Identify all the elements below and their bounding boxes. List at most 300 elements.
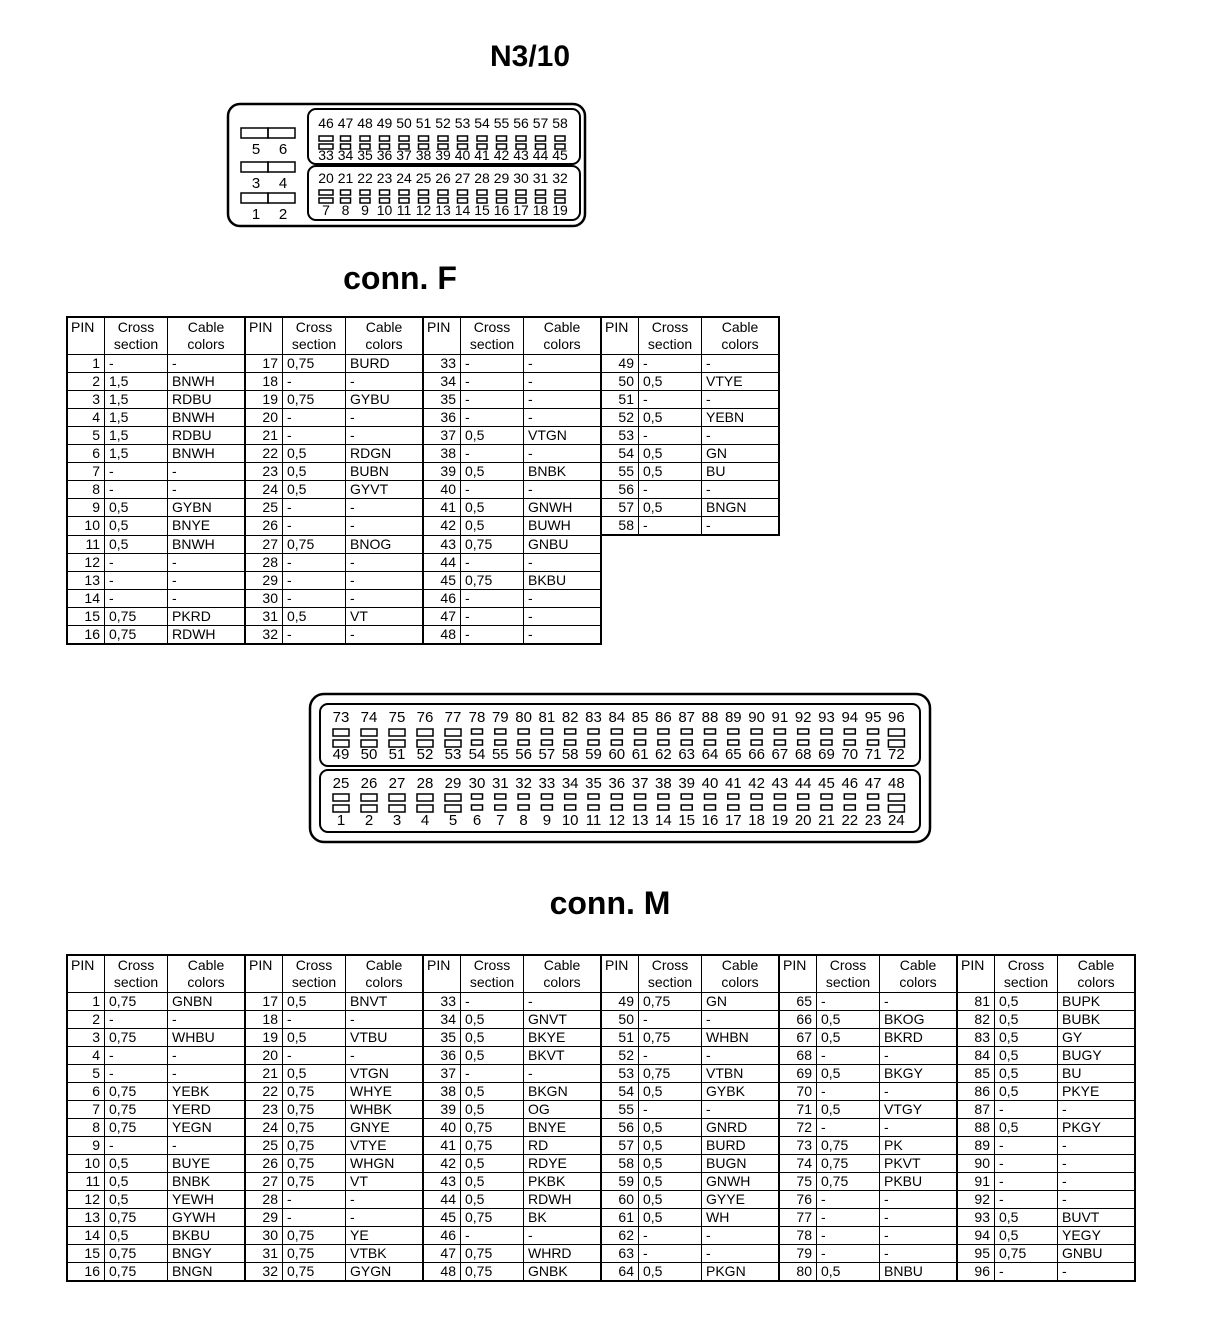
pin-number: 68 — [779, 1047, 817, 1065]
pin-label: 56 — [515, 746, 532, 763]
pin-number: 34 — [423, 1011, 461, 1029]
pin-slot — [541, 794, 552, 799]
pin-label: 50 — [360, 746, 378, 763]
pin-label: 34 — [337, 147, 354, 163]
cross-section: 0,5 — [105, 535, 168, 553]
pin-slot — [565, 740, 576, 745]
pin-slot — [518, 729, 529, 734]
pin-number: 54 — [601, 445, 639, 463]
pin-number: 17 — [245, 993, 283, 1011]
cross-section-header: Cross section — [283, 317, 346, 355]
cross-section: 0,5 — [461, 427, 524, 445]
empty-cell — [639, 589, 702, 607]
cable-color: - — [524, 589, 602, 607]
pin-slot — [658, 805, 669, 810]
pin-slot — [555, 198, 565, 203]
cross-section: 0,5 — [639, 445, 702, 463]
cross-section: 0,75 — [105, 625, 168, 644]
cross-section: 0,5 — [639, 373, 702, 391]
pin-number: 83 — [957, 1029, 995, 1047]
pin-label: 45 — [552, 147, 568, 163]
cross-section: - — [461, 589, 524, 607]
pin-slot — [565, 794, 576, 799]
cross-section: 0,5 — [817, 1029, 880, 1047]
pin-number: 24 — [245, 481, 283, 499]
cable-color: - — [880, 1209, 958, 1227]
pin-label: 55 — [491, 746, 509, 763]
pin-label: 45 — [818, 775, 835, 792]
cross-section: 0,5 — [461, 463, 524, 481]
pin-slot — [497, 136, 507, 141]
cross-section: 0,5 — [639, 499, 702, 517]
cross-section: 0,5 — [817, 1101, 880, 1119]
pin-label: 69 — [818, 746, 835, 763]
pin-slot — [588, 805, 599, 810]
cable-color: BUBN — [346, 463, 424, 481]
cable-colors-header: Cable colors — [524, 317, 602, 355]
cross-section: - — [461, 409, 524, 427]
pin-label: 58 — [552, 115, 568, 131]
pin-number: 51 — [601, 1029, 639, 1047]
pin-slot — [472, 740, 483, 745]
cable-color: - — [702, 1011, 780, 1029]
pin-slot — [798, 729, 809, 734]
cable-color: PKBK — [524, 1173, 602, 1191]
cable-colors-header: Cable colors — [346, 317, 424, 355]
pin-slot — [361, 805, 377, 812]
cross-section: - — [105, 1047, 168, 1065]
pin-number: 37 — [423, 1065, 461, 1083]
pin-label: 54 — [474, 115, 490, 131]
cable-color: BNBK — [524, 463, 602, 481]
pin-slot — [821, 805, 832, 810]
pin-number: 90 — [957, 1155, 995, 1173]
pin-slot — [477, 136, 487, 141]
cross-section: - — [639, 391, 702, 409]
pin-label: 5 — [448, 812, 458, 829]
pin-slot — [611, 794, 622, 799]
cable-color: VTBK — [346, 1245, 424, 1263]
pin-slot — [611, 740, 622, 745]
pin-label: 2 — [364, 812, 374, 829]
pin-label: 42 — [493, 147, 510, 163]
cable-color: VTYE — [346, 1137, 424, 1155]
pin-label: 77 — [444, 709, 462, 726]
pin-label: 8 — [341, 202, 350, 218]
pin-label: 14 — [655, 812, 672, 829]
cross-section: 0,5 — [461, 517, 524, 536]
pin-number: 46 — [423, 589, 461, 607]
pin-number: 26 — [245, 1155, 283, 1173]
pin-slot — [868, 794, 879, 799]
pin-number: 57 — [601, 499, 639, 517]
cross-section: - — [995, 1191, 1058, 1209]
cross-section: 0,75 — [105, 1263, 168, 1282]
cable-color: VTGY — [880, 1101, 958, 1119]
pin-label: 43 — [771, 775, 789, 792]
cable-color: - — [880, 1047, 958, 1065]
pin-label: 66 — [748, 746, 765, 763]
pin-label: 49 — [332, 746, 350, 763]
pin-number: 39 — [423, 463, 461, 481]
empty-cell — [639, 553, 702, 571]
table-row — [67, 1101, 1135, 1119]
pin-slot — [681, 729, 692, 734]
cable-color: VT — [346, 607, 424, 625]
cable-color: - — [524, 481, 602, 499]
empty-cell — [601, 535, 639, 553]
cable-color: BURD — [346, 355, 424, 373]
pin-slot — [497, 198, 507, 203]
cross-section: - — [995, 1155, 1058, 1173]
cable-color: RDYE — [524, 1155, 602, 1173]
pin-number: 76 — [779, 1191, 817, 1209]
cable-color: BKGY — [880, 1065, 958, 1083]
pin-header: PIN — [67, 955, 105, 993]
cross-section: 0,5 — [995, 1209, 1058, 1227]
pin-slot — [635, 794, 646, 799]
cable-color: BNBU — [880, 1263, 958, 1282]
pin-label: 46 — [841, 775, 859, 792]
cable-color: - — [702, 517, 780, 536]
cable-color: BNGY — [168, 1245, 246, 1263]
pin-number: 14 — [67, 589, 105, 607]
pin-label: 82 — [561, 709, 579, 726]
pin-label: 56 — [513, 115, 529, 131]
pin-slot — [319, 136, 333, 141]
cross-section: - — [639, 1047, 702, 1065]
pin-label: 37 — [396, 147, 412, 163]
pin-label: 29 — [444, 775, 462, 792]
cable-color: BKYE — [524, 1029, 602, 1047]
pin-number: 53 — [601, 1065, 639, 1083]
cable-color: - — [1058, 1173, 1136, 1191]
cable-color: PKGN — [702, 1263, 780, 1282]
pin-slot — [705, 794, 716, 799]
pin-number: 7 — [67, 1101, 105, 1119]
header-row — [67, 317, 779, 355]
cross-section: 0,5 — [639, 1209, 702, 1227]
pin-label: 36 — [608, 775, 626, 792]
cable-color: - — [524, 553, 602, 571]
cross-section: 0,75 — [105, 607, 168, 625]
pin-number: 45 — [423, 571, 461, 589]
cross-section: - — [283, 1191, 346, 1209]
pin-number: 9 — [67, 1137, 105, 1155]
empty-cell — [702, 535, 780, 553]
cable-color: GNWH — [524, 499, 602, 517]
pin-slot — [518, 740, 529, 745]
pin-slot — [541, 729, 552, 734]
pin-label: 11 — [585, 812, 602, 829]
pin-slot — [445, 805, 461, 812]
pin-label: 1 — [251, 206, 261, 223]
cross-section: 0,5 — [461, 1083, 524, 1101]
cross-section: 0,75 — [639, 1029, 702, 1047]
pin-number: 17 — [245, 355, 283, 373]
pin-number: 32 — [245, 625, 283, 644]
pin-number: 89 — [957, 1137, 995, 1155]
pin-label: 73 — [332, 709, 350, 726]
cross-section: 0,75 — [461, 1119, 524, 1137]
pin-number: 9 — [67, 499, 105, 517]
cable-color: RD — [524, 1137, 602, 1155]
pin-slot — [389, 729, 405, 736]
table-row — [67, 1065, 1135, 1083]
pin-label: 7 — [496, 812, 505, 829]
pin-number: 16 — [67, 625, 105, 644]
cross-section: - — [639, 1227, 702, 1245]
pin-slot — [658, 794, 669, 799]
pin-slot — [681, 794, 692, 799]
pin-number: 23 — [245, 1101, 283, 1119]
empty-cell — [639, 535, 702, 553]
cross-section: - — [639, 1101, 702, 1119]
cross-section: 1,5 — [105, 373, 168, 391]
pin-slot — [888, 805, 904, 812]
cross-section: 0,75 — [105, 1101, 168, 1119]
cross-section: 0,75 — [283, 1083, 346, 1101]
pin-number: 40 — [423, 1119, 461, 1137]
pin-label: 12 — [415, 202, 432, 218]
pin-label: 47 — [864, 775, 882, 792]
pin-label: 86 — [655, 709, 672, 726]
pin-slot — [360, 136, 370, 141]
pin-number: 12 — [67, 1191, 105, 1209]
connector-m-pin-table — [66, 954, 1136, 1282]
cable-color: YEBN — [702, 409, 780, 427]
pin-number: 12 — [67, 553, 105, 571]
pin-label: 67 — [771, 746, 789, 763]
table-row — [67, 463, 779, 481]
cable-color: RDBU — [168, 391, 246, 409]
pin-label: 78 — [468, 709, 486, 726]
pin-slot — [751, 794, 762, 799]
cable-color: PK — [880, 1137, 958, 1155]
pin-label: 65 — [724, 746, 742, 763]
cable-color: GNWH — [702, 1173, 780, 1191]
cross-section: - — [817, 1191, 880, 1209]
cross-section: - — [461, 607, 524, 625]
pin-label: 17 — [513, 202, 529, 218]
cross-section: - — [283, 1209, 346, 1227]
cable-color: - — [880, 1119, 958, 1137]
pin-number: 78 — [779, 1227, 817, 1245]
pin-slot — [774, 805, 785, 810]
pin-slot — [774, 729, 785, 734]
pin-number: 27 — [245, 535, 283, 553]
cable-color: - — [702, 481, 780, 499]
pin-label: 6 — [472, 812, 482, 829]
pin-number: 38 — [423, 445, 461, 463]
cable-color: - — [880, 1245, 958, 1263]
cross-section: 0,75 — [105, 1083, 168, 1101]
pin-number: 49 — [601, 355, 639, 373]
pin-number: 60 — [601, 1191, 639, 1209]
pin-label: 38 — [655, 775, 672, 792]
cable-colors-header: Cable colors — [702, 317, 780, 355]
pin-number: 46 — [423, 1227, 461, 1245]
cross-section: - — [639, 427, 702, 445]
pin-number: 10 — [67, 517, 105, 536]
table-row — [67, 1173, 1135, 1191]
pin-label: 60 — [608, 746, 626, 763]
pin-number: 71 — [779, 1101, 817, 1119]
pin-label: 91 — [771, 709, 789, 726]
table-row — [67, 1119, 1135, 1137]
cable-color: - — [880, 1083, 958, 1101]
cable-color: GNBK — [524, 1263, 602, 1282]
pin-number: 1 — [67, 993, 105, 1011]
cross-section: 0,5 — [995, 1119, 1058, 1137]
cross-section: 0,5 — [105, 499, 168, 517]
cable-color: - — [702, 355, 780, 373]
pin-number: 56 — [601, 481, 639, 499]
pin-label: 21 — [818, 812, 835, 829]
cross-section: 0,75 — [283, 1245, 346, 1263]
cable-color: WHBK — [346, 1101, 424, 1119]
pin-number: 64 — [601, 1263, 639, 1282]
pin-header: PIN — [601, 317, 639, 355]
cross-section: - — [105, 481, 168, 499]
cable-color: - — [346, 427, 424, 445]
pin-label: 54 — [468, 746, 486, 763]
pin-label: 22 — [841, 812, 859, 829]
cable-color: GYBU — [346, 391, 424, 409]
pin-number: 6 — [67, 1083, 105, 1101]
cross-section: 0,5 — [995, 1011, 1058, 1029]
pin-number: 47 — [423, 1245, 461, 1263]
table-row — [67, 553, 779, 571]
cable-color: - — [702, 391, 780, 409]
cable-color: VTYE — [702, 373, 780, 391]
pin-number: 35 — [423, 1029, 461, 1047]
table-row — [67, 391, 779, 409]
pin-slot — [472, 794, 483, 799]
pin-label: 20 — [318, 170, 334, 186]
cable-color: RDBU — [168, 427, 246, 445]
pin-number: 33 — [423, 355, 461, 373]
cable-color: - — [168, 1047, 246, 1065]
pin-label: 27 — [388, 775, 406, 792]
cable-color: BURD — [702, 1137, 780, 1155]
pin-label: 17 — [724, 812, 742, 829]
cross-section: - — [817, 1209, 880, 1227]
cable-color: BNWH — [168, 409, 246, 427]
cross-section: 0,5 — [283, 481, 346, 499]
pin-label: 22 — [357, 170, 373, 186]
pin-slot — [495, 794, 506, 799]
cross-section: 0,75 — [105, 1245, 168, 1263]
cable-color: BUPK — [1058, 993, 1136, 1011]
pin-number: 55 — [601, 1101, 639, 1119]
pin-label: 90 — [748, 709, 765, 726]
cable-color: VTGN — [346, 1065, 424, 1083]
empty-cell — [601, 553, 639, 571]
cross-section: 0,75 — [817, 1155, 880, 1173]
pin-slot — [821, 729, 832, 734]
pin-label: 5 — [251, 141, 261, 158]
pin-number: 65 — [779, 993, 817, 1011]
pin-slot — [821, 794, 832, 799]
cable-color: GN — [702, 445, 780, 463]
cable-color: - — [702, 1101, 780, 1119]
cross-section: 0,75 — [461, 1245, 524, 1263]
pin-number: 36 — [423, 1047, 461, 1065]
pin-label: 35 — [357, 147, 373, 163]
pin-number: 30 — [245, 589, 283, 607]
cable-color: YEGY — [1058, 1227, 1136, 1245]
cable-color: - — [1058, 1263, 1136, 1282]
cable-color: - — [1058, 1191, 1136, 1209]
cross-section: 0,5 — [639, 1173, 702, 1191]
cross-section-header: Cross section — [283, 955, 346, 993]
pin-number: 75 — [779, 1173, 817, 1191]
cable-color: BKBU — [524, 571, 602, 589]
pin-label: 40 — [454, 147, 471, 163]
table-row — [67, 1209, 1135, 1227]
cross-section: 0,5 — [639, 1137, 702, 1155]
pin-slot — [611, 729, 622, 734]
pin-slot — [419, 198, 429, 203]
pin-slot — [844, 794, 855, 799]
pin-slot — [472, 729, 483, 734]
pin-slot — [635, 805, 646, 810]
cable-color: GNRD — [702, 1119, 780, 1137]
pin-slot — [798, 794, 809, 799]
pin-slot — [705, 729, 716, 734]
pin-slot — [798, 740, 809, 745]
cross-section: 0,5 — [639, 1191, 702, 1209]
table-row — [67, 445, 779, 463]
cross-section-header: Cross section — [639, 317, 702, 355]
cable-color: - — [702, 427, 780, 445]
pin-label: 35 — [585, 775, 602, 792]
cross-section: - — [639, 517, 702, 536]
pin-label: 95 — [864, 709, 882, 726]
cable-color: - — [168, 553, 246, 571]
pin-slot — [389, 794, 405, 801]
cable-color: RDWH — [524, 1191, 602, 1209]
cross-section: 0,5 — [639, 1119, 702, 1137]
table-row — [67, 355, 779, 373]
pin-slot — [536, 190, 546, 195]
pin-label: 15 — [678, 812, 696, 829]
pin-label: 37 — [631, 775, 649, 792]
pin-label: 75 — [388, 709, 406, 726]
cross-section: 0,75 — [283, 1227, 346, 1245]
pin-label: 16 — [701, 812, 719, 829]
pin-label: 39 — [678, 775, 696, 792]
cable-color: - — [346, 373, 424, 391]
table-row — [67, 1137, 1135, 1155]
pin-number: 44 — [423, 553, 461, 571]
cable-color: WHYE — [346, 1083, 424, 1101]
cross-section: 0,75 — [283, 1101, 346, 1119]
cable-color: - — [346, 1191, 424, 1209]
pin-slot — [472, 805, 483, 810]
pin-number: 24 — [245, 1119, 283, 1137]
pin-number: 22 — [245, 1083, 283, 1101]
pin-number: 37 — [423, 427, 461, 445]
table-row — [67, 409, 779, 427]
pin-number: 52 — [601, 1047, 639, 1065]
cross-section: - — [639, 481, 702, 499]
pin-slot — [868, 740, 879, 745]
cable-color: VTBU — [346, 1029, 424, 1047]
cable-color: VT — [346, 1173, 424, 1191]
pin-slot — [341, 198, 351, 203]
